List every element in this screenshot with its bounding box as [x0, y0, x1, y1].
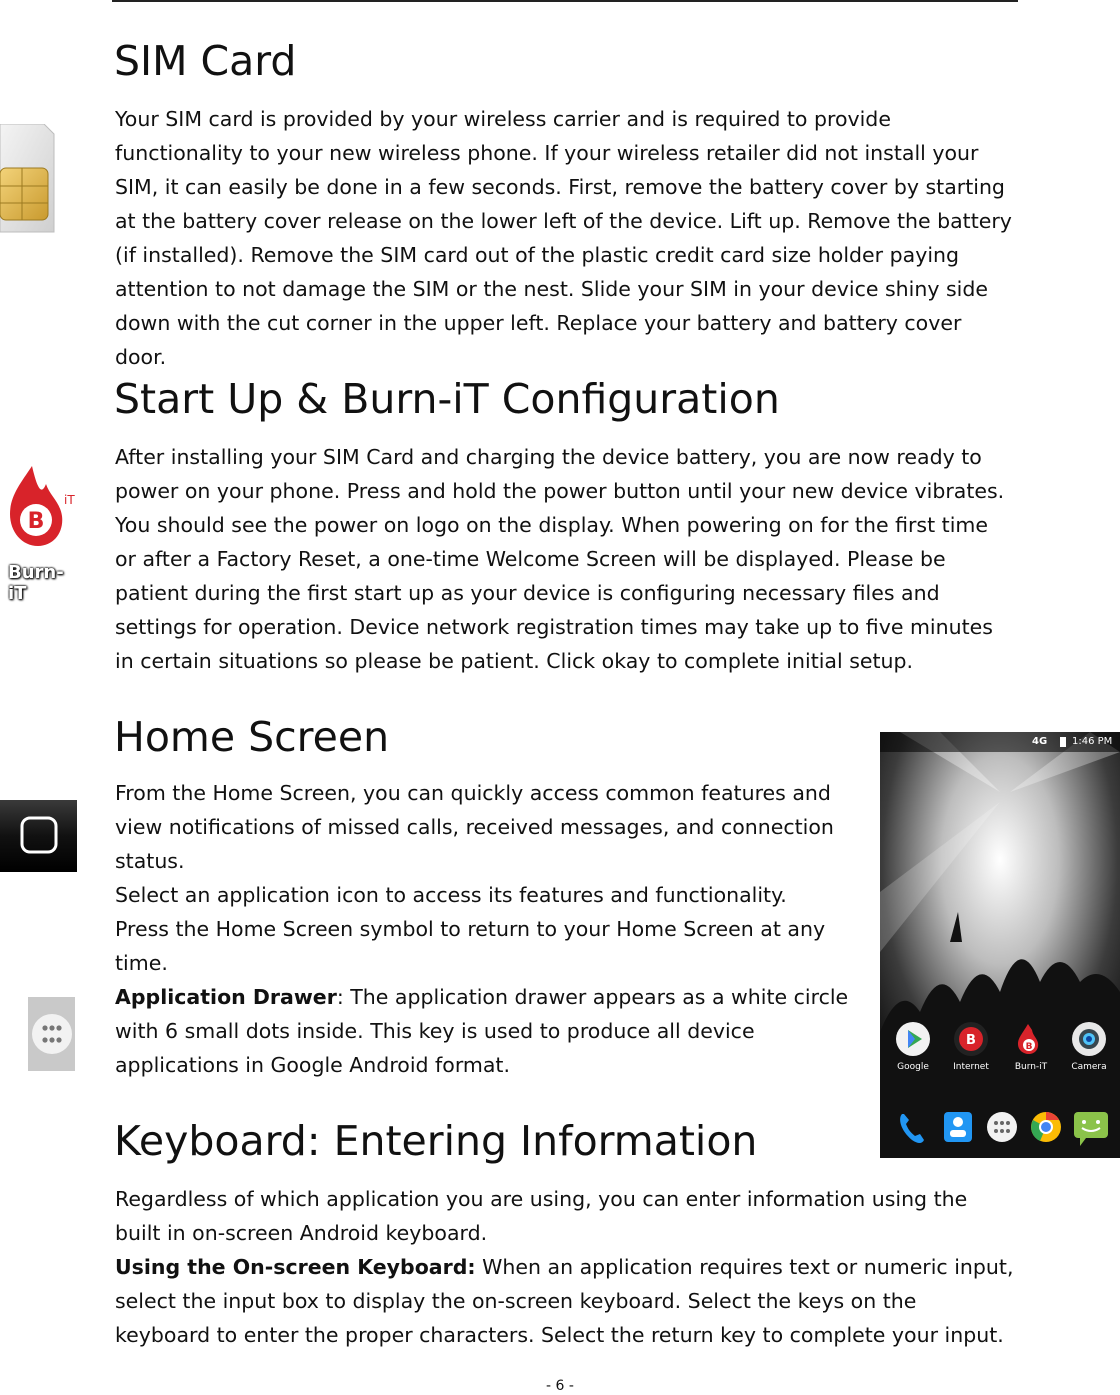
phone-home-screenshot [880, 732, 1120, 1158]
status-bar [880, 732, 1120, 752]
burnit-app[interactable] [1008, 1022, 1054, 1072]
svg-text:B: B [1025, 1042, 1033, 1052]
google-app-icon [896, 1022, 930, 1056]
home-screen-paragraph-2: Select an application icon to access its features and functionality. Press the Home Screen symbol to return to your Home Screen at any time. [115, 883, 826, 975]
top-rule [112, 0, 1018, 2]
app-drawer-text: : The application drawer appears as a white circle with 6 small dots inside. This key is used to produce all device applications in Google Android format. [115, 985, 849, 1077]
svg-text:B: B [27, 509, 45, 534]
keyboard-paragraph-1: Regardless of which application you are using, you can enter information using the built in on-screen Android keyboard. [115, 1187, 968, 1245]
messaging-dock-icon[interactable] [1074, 1112, 1108, 1146]
app-drawer-label: Application Drawer [115, 985, 337, 1009]
sim-card-heading: SIM Card [114, 37, 297, 85]
network-indicator: 4G [1032, 736, 1048, 747]
startup-heading: Start Up & Burn-iT Configuration [114, 375, 780, 423]
svg-text:B: B [966, 1033, 976, 1048]
keyboard-paragraph-2 [115, 1250, 1015, 1352]
contacts-dock-icon[interactable] [944, 1112, 972, 1142]
google-app[interactable] [892, 1022, 934, 1072]
dock [880, 1104, 1120, 1154]
burnit-app-label: Burn-iT [1014, 1062, 1048, 1072]
keyboard-label: Using the On-screen Keyboard: [115, 1255, 476, 1279]
app-drawer-paragraph [115, 980, 855, 1082]
status-time: 1:46 PM [1072, 736, 1113, 747]
page-number: - 6 - [546, 1378, 574, 1394]
sim-card-icon [0, 124, 56, 236]
camera-app[interactable] [1066, 1022, 1112, 1072]
home-button-icon [0, 800, 77, 872]
app-row [880, 1022, 1120, 1082]
internet-app[interactable] [948, 1022, 994, 1072]
keyboard-heading: Keyboard: Entering Information [114, 1117, 758, 1165]
burnit-app-icon [1014, 1022, 1048, 1056]
internet-app-label: Internet [953, 1062, 989, 1072]
chrome-dock-icon[interactable] [1031, 1112, 1061, 1142]
svg-text:iT: iT [64, 493, 75, 507]
sim-card-paragraph: Your SIM card is provided by your wireless carrier and is required to provide functionality to your new wireless phone. If your wireless retailer did not install your SIM, it can easily be done in a few seconds. First, remove the battery cover by starting at the battery cover release on the lower left of the device. Lift up. Remove the battery (if installed). Remove the SIM card out of the plastic credit card size holder paying attention to not damage the SIM or the nest. Slide your SIM in your device shiny side down with the cut corner in the upper left. Replace your battery and battery cover door. [115, 107, 1012, 369]
startup-paragraph: After installing your SIM Card and charging the device battery, you are now ready to power on your phone. Press and hold the power button until your new device vibrates. You should see the power on logo on the display. When powering on for the first time or after a Factory Reset, a one-time Welcome Screen will be displayed. Please be patient during the first start up as your device is configuring necessary files and settings for operation. Device network registration times may take up to five minutes in certain situations so please be patient. Click okay to complete initial setup. [115, 445, 1005, 673]
camera-app-icon [1072, 1022, 1106, 1056]
battery-icon [1060, 737, 1066, 747]
burn-it-icon-label: Burn-iT [8, 562, 64, 604]
camera-app-label: Camera [1071, 1062, 1107, 1072]
burn-it-app-icon [2, 462, 82, 604]
app-drawer-dock-icon[interactable] [987, 1112, 1017, 1142]
google-app-label: Google [897, 1062, 929, 1072]
home-screen-heading: Home Screen [114, 713, 390, 761]
internet-app-icon [954, 1022, 988, 1056]
home-screen-paragraph-1: From the Home Screen, you can quickly access common features and view notifications of missed calls, received messages, and connection status. [115, 781, 834, 873]
phone-dock-icon[interactable] [900, 1114, 924, 1143]
keyboard-text: When an application requires text or numeric input, select the input box to display the on-screen keyboard. Select the keys on the keyboard to enter the proper characters. Select the return key to complete your input. [115, 1255, 1014, 1347]
app-drawer-icon [28, 997, 75, 1071]
